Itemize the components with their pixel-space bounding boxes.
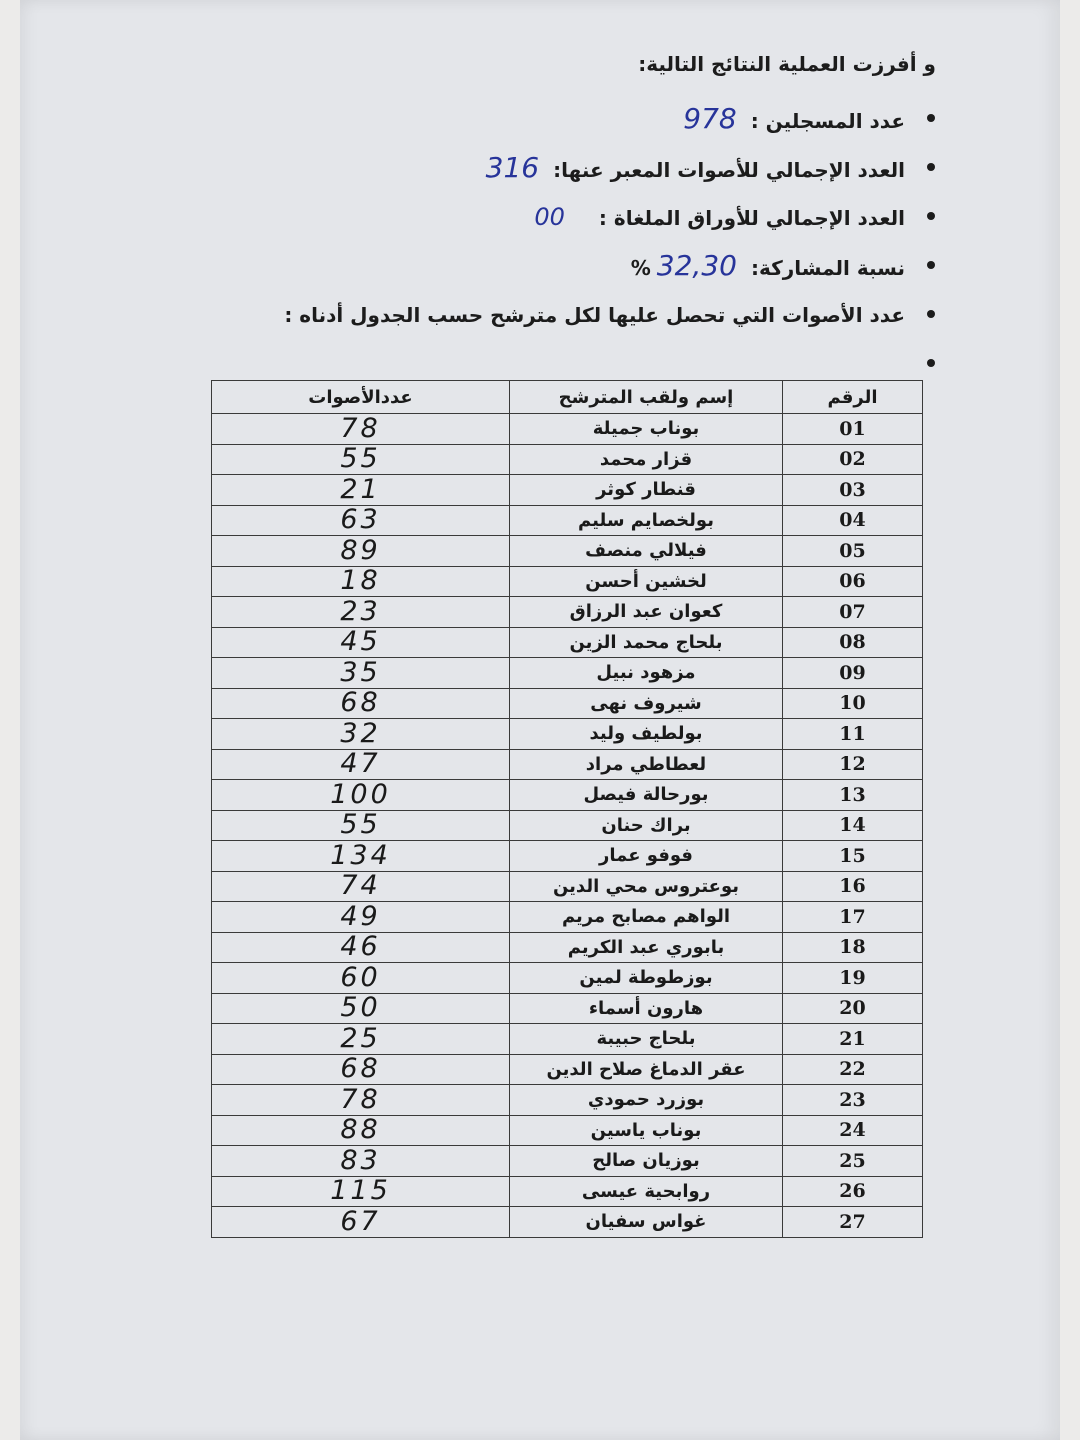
bullet-dot bbox=[927, 261, 935, 269]
table-row bbox=[212, 505, 923, 536]
table-row bbox=[212, 1115, 923, 1146]
candidate-votes-cell: 68 bbox=[212, 688, 510, 719]
candidate-number-cell: 04 bbox=[783, 505, 923, 536]
candidate-number-cell: 07 bbox=[783, 597, 923, 628]
bullet-dot bbox=[927, 359, 935, 367]
bullet-dot bbox=[927, 114, 935, 122]
candidate-number-cell: 19 bbox=[783, 963, 923, 994]
expressed-value: 316 bbox=[485, 151, 540, 184]
candidate-number-cell: 05 bbox=[783, 536, 923, 567]
table-row bbox=[212, 749, 923, 780]
candidate-number-cell: 27 bbox=[783, 1207, 923, 1238]
bullet-dot bbox=[927, 310, 935, 318]
candidate-votes-cell: 78 bbox=[212, 414, 510, 445]
registered-value: 978 bbox=[683, 102, 737, 135]
table-row bbox=[212, 444, 923, 475]
table-row bbox=[212, 1207, 923, 1238]
candidate-name-cell: بوناب ياسين bbox=[510, 1115, 783, 1146]
candidate-name-cell: بوزرد حمودي bbox=[510, 1085, 783, 1116]
votes-per-candidate-item bbox=[185, 294, 905, 343]
candidate-number-cell: 18 bbox=[783, 932, 923, 963]
candidate-votes-cell: 78 bbox=[212, 1085, 510, 1116]
table-row bbox=[212, 475, 923, 506]
results-summary-list bbox=[185, 98, 905, 392]
candidate-number-cell: 09 bbox=[783, 658, 923, 689]
percent-sign: % bbox=[630, 256, 651, 280]
candidate-name-cell: مزهود نبيل bbox=[510, 658, 783, 689]
table-row bbox=[212, 719, 923, 750]
candidate-name-cell: غواس سفيان bbox=[510, 1207, 783, 1238]
candidate-number-cell: 15 bbox=[783, 841, 923, 872]
cancelled-label: العدد الإجمالي للأوراق الملغاة : bbox=[598, 206, 905, 230]
cancelled-ballots-item bbox=[185, 196, 905, 245]
header-number: الرقم bbox=[783, 381, 923, 414]
candidate-name-cell: بوزطوطة لمين bbox=[510, 963, 783, 994]
candidate-votes-cell: 50 bbox=[212, 993, 510, 1024]
candidate-name-cell: روابحية عيسى bbox=[510, 1176, 783, 1207]
candidate-votes-cell: 68 bbox=[212, 1054, 510, 1085]
table-header-row bbox=[212, 381, 923, 414]
votes-per-candidate-label: عدد الأصوات التي تحصل عليها لكل مترشح حسب الجدول أدناه : bbox=[284, 303, 905, 327]
candidate-votes-cell: 32 bbox=[212, 719, 510, 750]
candidate-number-cell: 11 bbox=[783, 719, 923, 750]
table-row bbox=[212, 871, 923, 902]
candidate-name-cell: بولطيف وليد bbox=[510, 719, 783, 750]
candidate-votes-cell: 115 bbox=[212, 1176, 510, 1207]
candidate-number-cell: 23 bbox=[783, 1085, 923, 1116]
table-row bbox=[212, 658, 923, 689]
candidate-votes-cell: 63 bbox=[212, 505, 510, 536]
candidate-name-cell: براك حنان bbox=[510, 810, 783, 841]
candidate-votes-cell: 55 bbox=[212, 810, 510, 841]
candidate-votes-cell: 35 bbox=[212, 658, 510, 689]
candidate-number-cell: 24 bbox=[783, 1115, 923, 1146]
candidate-name-cell: عقر الدماغ صلاح الدين bbox=[510, 1054, 783, 1085]
expressed-votes-item bbox=[185, 147, 905, 196]
candidate-votes-cell: 21 bbox=[212, 475, 510, 506]
candidate-number-cell: 01 bbox=[783, 414, 923, 445]
candidate-name-cell: قزار محمد bbox=[510, 444, 783, 475]
candidate-votes-cell: 88 bbox=[212, 1115, 510, 1146]
candidate-name-cell: الواهم مصابح مريم bbox=[510, 902, 783, 933]
candidate-votes-cell: 89 bbox=[212, 536, 510, 567]
bullet-dot bbox=[927, 163, 935, 171]
candidate-name-cell: فيلالي منصف bbox=[510, 536, 783, 567]
header-votes: عددالأصوات bbox=[212, 381, 510, 414]
bullet-dot bbox=[927, 212, 935, 220]
candidate-number-cell: 02 bbox=[783, 444, 923, 475]
candidate-name-cell: بلحاج محمد الزين bbox=[510, 627, 783, 658]
candidate-votes-cell: 25 bbox=[212, 1024, 510, 1055]
candidate-number-cell: 16 bbox=[783, 871, 923, 902]
table-row bbox=[212, 1024, 923, 1055]
table-row bbox=[212, 841, 923, 872]
candidate-name-cell: كعوان عبد الرزاق bbox=[510, 597, 783, 628]
table-row bbox=[212, 810, 923, 841]
candidate-votes-cell: 100 bbox=[212, 780, 510, 811]
candidate-votes-cell: 46 bbox=[212, 932, 510, 963]
table-row bbox=[212, 993, 923, 1024]
intro-line: و أفرزت العملية النتائج التالية: bbox=[638, 52, 936, 76]
candidate-name-cell: هارون أسماء bbox=[510, 993, 783, 1024]
candidate-number-cell: 17 bbox=[783, 902, 923, 933]
candidate-number-cell: 13 bbox=[783, 780, 923, 811]
table-row bbox=[212, 1176, 923, 1207]
participation-rate-item bbox=[185, 245, 905, 294]
cancelled-value: 00 bbox=[534, 203, 565, 231]
candidate-votes-cell: 60 bbox=[212, 963, 510, 994]
candidate-number-cell: 10 bbox=[783, 688, 923, 719]
candidate-name-cell: بوزيان صالح bbox=[510, 1146, 783, 1177]
candidate-name-cell: بوناب جميلة bbox=[510, 414, 783, 445]
table-row bbox=[212, 414, 923, 445]
table-row bbox=[212, 627, 923, 658]
candidate-votes-cell: 45 bbox=[212, 627, 510, 658]
candidate-name-cell: بابوري عبد الكريم bbox=[510, 932, 783, 963]
candidates-votes-table bbox=[211, 380, 923, 1238]
candidate-name-cell: بلحاج حبيبة bbox=[510, 1024, 783, 1055]
candidate-number-cell: 06 bbox=[783, 566, 923, 597]
candidate-name-cell: بولخصايم سليم bbox=[510, 505, 783, 536]
candidate-number-cell: 22 bbox=[783, 1054, 923, 1085]
candidate-number-cell: 25 bbox=[783, 1146, 923, 1177]
registered-count-item bbox=[185, 98, 905, 147]
table-row bbox=[212, 1054, 923, 1085]
header-candidate-name: إسم ولقب المترشح bbox=[510, 381, 783, 414]
table-row bbox=[212, 963, 923, 994]
candidate-number-cell: 14 bbox=[783, 810, 923, 841]
participation-value: 32,30 bbox=[656, 249, 737, 282]
table-row bbox=[212, 1085, 923, 1116]
candidate-name-cell: فوفو عمار bbox=[510, 841, 783, 872]
candidate-number-cell: 12 bbox=[783, 749, 923, 780]
table-row bbox=[212, 902, 923, 933]
candidate-votes-cell: 83 bbox=[212, 1146, 510, 1177]
table-body bbox=[212, 414, 923, 1238]
candidate-number-cell: 20 bbox=[783, 993, 923, 1024]
candidate-votes-cell: 47 bbox=[212, 749, 510, 780]
candidate-number-cell: 21 bbox=[783, 1024, 923, 1055]
table-row bbox=[212, 780, 923, 811]
table-row bbox=[212, 536, 923, 567]
candidate-name-cell: بورحالة فيصل bbox=[510, 780, 783, 811]
candidate-votes-cell: 55 bbox=[212, 444, 510, 475]
table-row bbox=[212, 1146, 923, 1177]
candidate-name-cell: لعطاطي مراد bbox=[510, 749, 783, 780]
candidate-votes-cell: 67 bbox=[212, 1207, 510, 1238]
candidate-name-cell: شيروف نهى bbox=[510, 688, 783, 719]
table-row bbox=[212, 597, 923, 628]
candidate-votes-cell: 18 bbox=[212, 566, 510, 597]
candidate-number-cell: 03 bbox=[783, 475, 923, 506]
candidate-number-cell: 26 bbox=[783, 1176, 923, 1207]
table-row bbox=[212, 688, 923, 719]
participation-label: نسبة المشاركة: bbox=[750, 256, 905, 280]
candidate-votes-cell: 23 bbox=[212, 597, 510, 628]
expressed-label: العدد الإجمالي للأصوات المعبر عنها: bbox=[553, 158, 905, 182]
table-row bbox=[212, 566, 923, 597]
candidate-votes-cell: 134 bbox=[212, 841, 510, 872]
candidate-number-cell: 08 bbox=[783, 627, 923, 658]
table-row bbox=[212, 932, 923, 963]
candidate-name-cell: قنطار كوثر bbox=[510, 475, 783, 506]
candidate-votes-cell: 49 bbox=[212, 902, 510, 933]
registered-label: عدد المسجلين : bbox=[750, 109, 905, 133]
candidate-name-cell: لخشين أحسن bbox=[510, 566, 783, 597]
paper-sheet bbox=[20, 0, 1060, 1440]
candidate-votes-cell: 74 bbox=[212, 871, 510, 902]
candidate-name-cell: بوعتروس محي الدين bbox=[510, 871, 783, 902]
